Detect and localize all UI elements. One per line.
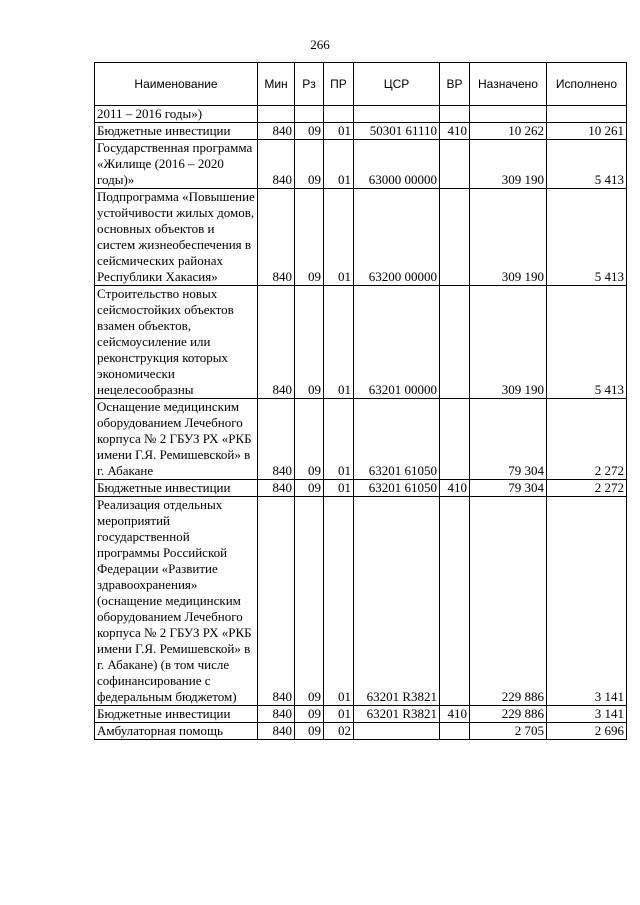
table-row xyxy=(95,106,627,123)
cell-executed xyxy=(547,106,627,123)
cell-csr: 63201 R3821 xyxy=(354,706,440,723)
cell-rz xyxy=(295,106,324,123)
cell-pr: 01 xyxy=(324,497,354,706)
column-header-csr: ЦСР xyxy=(354,63,440,106)
cell-assigned: 229 886 xyxy=(470,497,547,706)
cell-name: Бюджетные инвестиции xyxy=(95,706,258,723)
cell-executed: 2 272 xyxy=(547,480,627,497)
cell-min: 840 xyxy=(258,706,295,723)
cell-csr xyxy=(354,106,440,123)
column-header-name: Наименование xyxy=(95,63,258,106)
cell-vr xyxy=(440,497,470,706)
cell-pr xyxy=(324,106,354,123)
cell-rz: 09 xyxy=(295,480,324,497)
cell-pr: 01 xyxy=(324,123,354,140)
cell-csr: 50301 61110 xyxy=(354,123,440,140)
cell-executed: 3 141 xyxy=(547,497,627,706)
cell-assigned: 10 262 xyxy=(470,123,547,140)
cell-vr xyxy=(440,106,470,123)
cell-assigned: 79 304 xyxy=(470,480,547,497)
cell-name: 2011 – 2016 годы») xyxy=(95,106,258,123)
cell-rz: 09 xyxy=(295,723,324,740)
table-row xyxy=(95,723,627,740)
column-header-rz: Рз xyxy=(295,63,324,106)
cell-assigned: 309 190 xyxy=(470,189,547,286)
cell-rz: 09 xyxy=(295,399,324,480)
page-number: 266 xyxy=(310,37,330,52)
cell-min: 840 xyxy=(258,189,295,286)
cell-assigned: 309 190 xyxy=(470,286,547,399)
cell-pr: 01 xyxy=(324,706,354,723)
cell-vr xyxy=(440,286,470,399)
column-header-assigned: Назначено xyxy=(470,63,547,106)
cell-name: Оснащение медицинским оборудованием Лечебного корпуса № 2 ГБУЗ РХ «РКБ имени Г.Я. Ремишевской» в г. Абакане xyxy=(95,399,258,480)
table-row xyxy=(95,706,627,723)
cell-vr: 410 xyxy=(440,123,470,140)
cell-vr: 410 xyxy=(440,706,470,723)
cell-vr xyxy=(440,189,470,286)
cell-name: Подпрограмма «Повышение устойчивости жилых домов, основных объектов и систем жизнеобеспечения в сейсмических районах Республики Хакасия» xyxy=(95,189,258,286)
cell-executed: 5 413 xyxy=(547,189,627,286)
cell-min: 840 xyxy=(258,140,295,189)
table-header-row xyxy=(95,63,627,106)
cell-name: Государственная программа «Жилище (2016 – 2020 годы)» xyxy=(95,140,258,189)
table-body xyxy=(95,106,627,740)
cell-csr: 63201 61050 xyxy=(354,399,440,480)
cell-min xyxy=(258,106,295,123)
cell-executed: 2 272 xyxy=(547,399,627,480)
column-header-vr: ВР xyxy=(440,63,470,106)
cell-rz: 09 xyxy=(295,706,324,723)
cell-csr xyxy=(354,723,440,740)
cell-name: Амбулаторная помощь xyxy=(95,723,258,740)
cell-rz: 09 xyxy=(295,140,324,189)
cell-vr xyxy=(440,723,470,740)
cell-executed: 2 696 xyxy=(547,723,627,740)
budget-table xyxy=(94,62,627,740)
cell-min: 840 xyxy=(258,123,295,140)
table-row xyxy=(95,123,627,140)
cell-csr: 63200 00000 xyxy=(354,189,440,286)
cell-pr: 01 xyxy=(324,189,354,286)
cell-min: 840 xyxy=(258,723,295,740)
cell-min: 840 xyxy=(258,497,295,706)
cell-name: Бюджетные инвестиции xyxy=(95,123,258,140)
column-header-executed: Исполнено xyxy=(547,63,627,106)
table-row xyxy=(95,480,627,497)
cell-rz: 09 xyxy=(295,286,324,399)
cell-name: Строительство новых сейсмостойких объектов взамен объектов, сейсмоусиление или реконструкция которых экономически нецелесообразны xyxy=(95,286,258,399)
cell-assigned: 309 190 xyxy=(470,140,547,189)
cell-rz: 09 xyxy=(295,123,324,140)
cell-executed: 5 413 xyxy=(547,286,627,399)
table-row xyxy=(95,140,627,189)
cell-pr: 01 xyxy=(324,286,354,399)
cell-assigned: 229 886 xyxy=(470,706,547,723)
cell-assigned: 2 705 xyxy=(470,723,547,740)
cell-pr: 01 xyxy=(324,140,354,189)
cell-csr: 63000 00000 xyxy=(354,140,440,189)
cell-vr: 410 xyxy=(440,480,470,497)
cell-executed: 3 141 xyxy=(547,706,627,723)
cell-csr: 63201 61050 xyxy=(354,480,440,497)
cell-executed: 10 261 xyxy=(547,123,627,140)
cell-pr: 01 xyxy=(324,480,354,497)
cell-min: 840 xyxy=(258,480,295,497)
cell-name: Бюджетные инвестиции xyxy=(95,480,258,497)
cell-csr: 63201 R3821 xyxy=(354,497,440,706)
table-row xyxy=(95,497,627,706)
column-header-pr: ПР xyxy=(324,63,354,106)
cell-assigned xyxy=(470,106,547,123)
cell-min: 840 xyxy=(258,286,295,399)
cell-rz: 09 xyxy=(295,189,324,286)
table-row xyxy=(95,286,627,399)
cell-pr: 02 xyxy=(324,723,354,740)
cell-pr: 01 xyxy=(324,399,354,480)
cell-executed: 5 413 xyxy=(547,140,627,189)
cell-vr xyxy=(440,140,470,189)
cell-vr xyxy=(440,399,470,480)
cell-csr: 63201 00000 xyxy=(354,286,440,399)
table-row xyxy=(95,399,627,480)
column-header-min: Мин xyxy=(258,63,295,106)
table-row xyxy=(95,189,627,286)
cell-assigned: 79 304 xyxy=(470,399,547,480)
cell-name: Реализация отдельных мероприятий государственной программы Российской Федерации «Развитие здравоохранения» (оснащение медицинским оборудованием Лечебного корпуса № 2 ГБУЗ РХ «РКБ имени Г.Я. Ремишевской» в г. Абакане) (в том числе софинансирование с федеральным бюджетом) xyxy=(95,497,258,706)
cell-rz: 09 xyxy=(295,497,324,706)
cell-min: 840 xyxy=(258,399,295,480)
